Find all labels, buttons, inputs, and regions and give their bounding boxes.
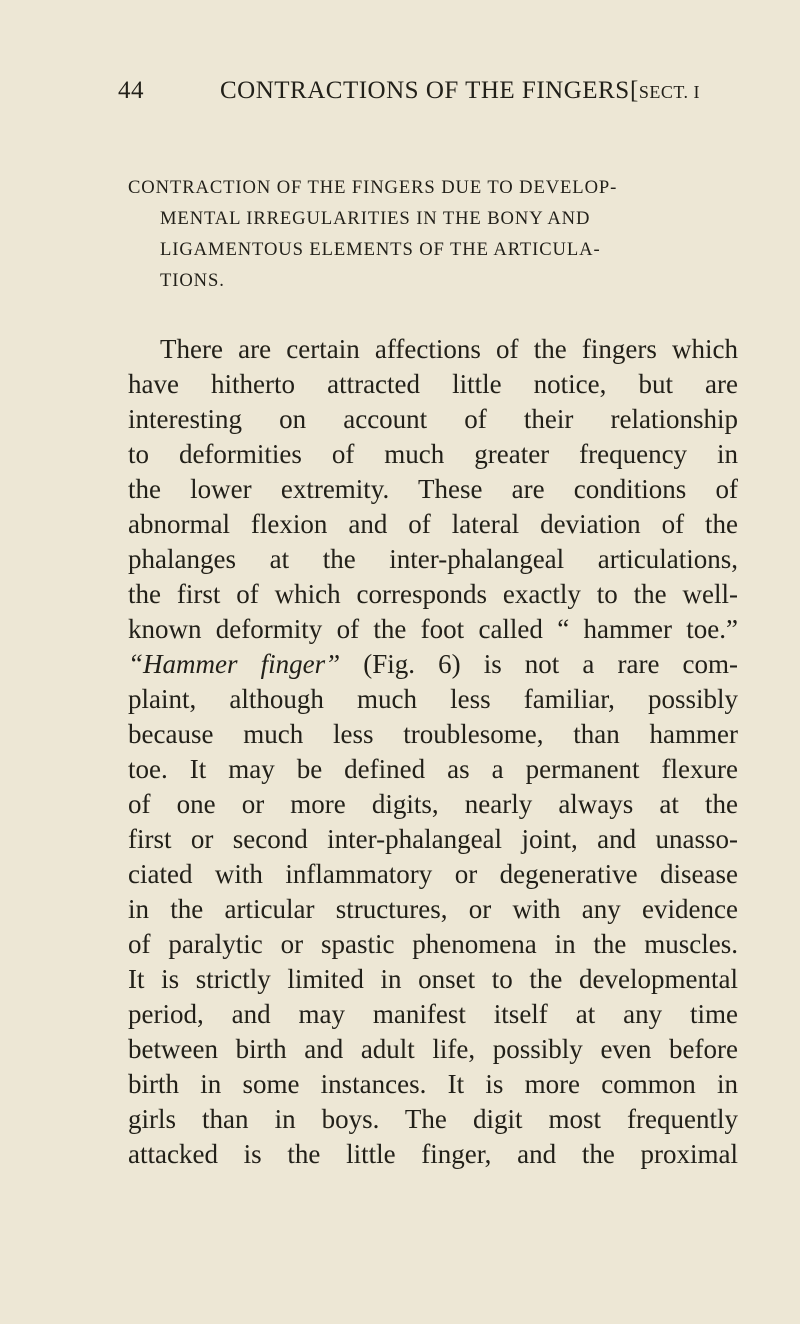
page-number: 44 [118, 77, 144, 104]
text-line: have hitherto attracted little notice, but are [128, 369, 738, 399]
text-line: attacked is the little finger, and the proximal [128, 1139, 738, 1169]
text-line: There are certain affections of the fingers which [160, 334, 738, 364]
text-line: the lower extremity. These are conditions of [128, 474, 738, 504]
running-title: CONTRACTIONS OF THE FINGERS [220, 77, 630, 104]
text-line: girls than in boys. The digit most frequently [128, 1104, 738, 1134]
text-line: of one or more digits, nearly always at the [128, 789, 738, 819]
text-line-rest: (Fig. 6) is not a rare com- [363, 649, 739, 679]
text-line: known deformity of the foot called “ hammer toe.” [128, 614, 738, 644]
text-line: ciated with inflammatory or degenerative disease [128, 859, 738, 889]
text-line-with-italic [128, 647, 738, 682]
text-line: first or second inter-phalangeal joint, and unasso- [128, 824, 738, 854]
text-line: because much less troublesome, than hammer [128, 719, 738, 749]
section-heading [128, 172, 734, 296]
text-line: period, and may manifest itself at any time [128, 999, 738, 1029]
body-paragraph [128, 332, 738, 1172]
section-heading-line: CONTRACTION OF THE FINGERS DUE TO DEVELOP- [128, 177, 618, 198]
section-heading-line: MENTAL IRREGULARITIES IN THE BONY AND [160, 208, 591, 229]
section-heading-line: LIGAMENTOUS ELEMENTS OF THE ARTICULA- [160, 239, 601, 260]
text-line: toe. It may be defined as a permanent flexure [128, 754, 738, 784]
text-line: plaint, although much less familiar, possibly [128, 684, 738, 714]
text-line: between birth and adult life, possibly even before [128, 1034, 738, 1064]
text-line: to deformities of much greater frequency in [128, 439, 738, 469]
text-line: phalanges at the inter-phalangeal articulations, [128, 544, 738, 574]
text-line: in the articular structures, or with any evidence [128, 894, 738, 924]
text-line: It is strictly limited in onset to the developmental [128, 964, 738, 994]
text-line: interesting on account of their relationship [128, 404, 738, 434]
section-heading-line: TIONS. [160, 270, 225, 291]
section-marker [630, 73, 700, 110]
text-line: abnormal flexion and of lateral deviation of the [128, 509, 738, 539]
running-head [0, 73, 800, 109]
text-line: the first of which corresponds exactly to the well- [128, 579, 738, 609]
section-bracket: [ [630, 77, 639, 104]
text-line: of paralytic or spastic phenomena in the muscles. [128, 929, 738, 959]
italic-term: “Hammer finger” [128, 649, 341, 679]
text-line: birth in some instances. It is more common in [128, 1069, 738, 1099]
section-label: SECT. I [638, 82, 700, 102]
